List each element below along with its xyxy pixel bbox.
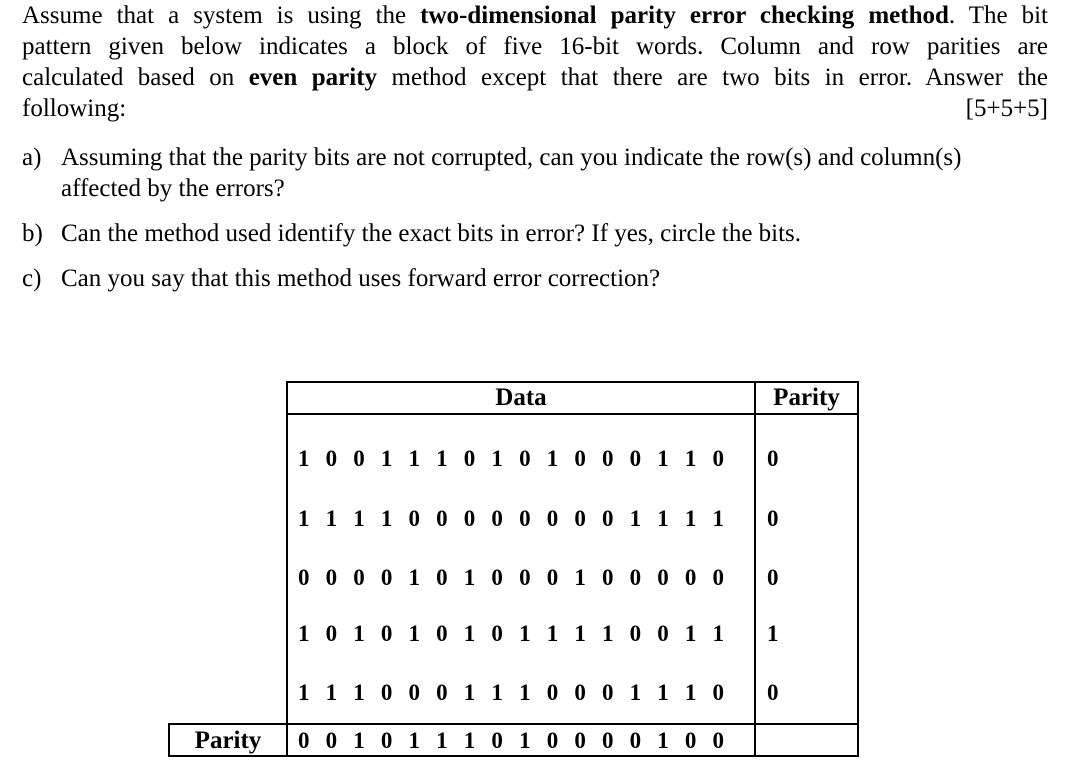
intro-line-3: calculated based on even parity method except that there are two bits in error. Answer the (22, 64, 1049, 91)
intro-bold-method: two-dimensional parity error checking method (420, 2, 949, 29)
row-parity-3: 0 (767, 565, 779, 590)
question-text: Can the method used identify the exact bits in error? If yes, circle the bits. (61, 220, 802, 247)
question-label: b) (22, 220, 43, 247)
data-header: Data (495, 384, 547, 411)
row-parity-4: 1 (767, 621, 779, 646)
question-text-cont: affected by the errors? (61, 175, 285, 202)
row-parity-1: 0 (767, 446, 779, 471)
data-row-3: 0 0 0 0 1 0 1 0 0 0 1 0 0 0 0 0 (298, 565, 730, 590)
data-row-1: 1 0 0 1 1 1 0 1 0 1 0 0 0 1 1 0 (298, 446, 730, 471)
row-parity-2: 0 (767, 506, 779, 531)
parity-header: Parity (773, 384, 840, 411)
marks-allocation: [5+5+5] (965, 95, 1048, 122)
question-label: a) (22, 144, 42, 171)
data-row-4: 1 0 1 0 1 0 1 0 1 1 1 1 0 0 1 1 (298, 621, 730, 646)
intro-line-2: pattern given below indicates a block of five 16-bit words. Column and row parities are (22, 33, 1048, 60)
column-parity-row: 0 0 1 0 1 1 1 0 1 0 0 0 0 1 0 0 (298, 728, 730, 753)
intro-following: following: (22, 95, 127, 122)
question-label: c) (22, 265, 42, 292)
intro-bold-even-parity: even parity (248, 64, 378, 91)
data-row-5: 1 1 1 0 0 0 1 1 1 0 0 0 1 1 1 0 (298, 680, 730, 705)
row-parity-5: 0 (767, 680, 779, 705)
question-intro (22, 0, 1048, 93)
question-text: Can you say that this method uses forward error correction? (61, 265, 661, 292)
data-row-2: 1 1 1 1 0 0 0 0 0 0 0 0 1 1 1 1 (298, 506, 730, 531)
intro-line-1: Assume that a system is using the two-dimensional parity error checking method. The bit (22, 2, 1048, 29)
question-text: Assuming that the parity bits are not corrupted, can you indicate the row(s) and column(s) (61, 144, 962, 171)
parity-row-label: Parity (194, 727, 262, 754)
